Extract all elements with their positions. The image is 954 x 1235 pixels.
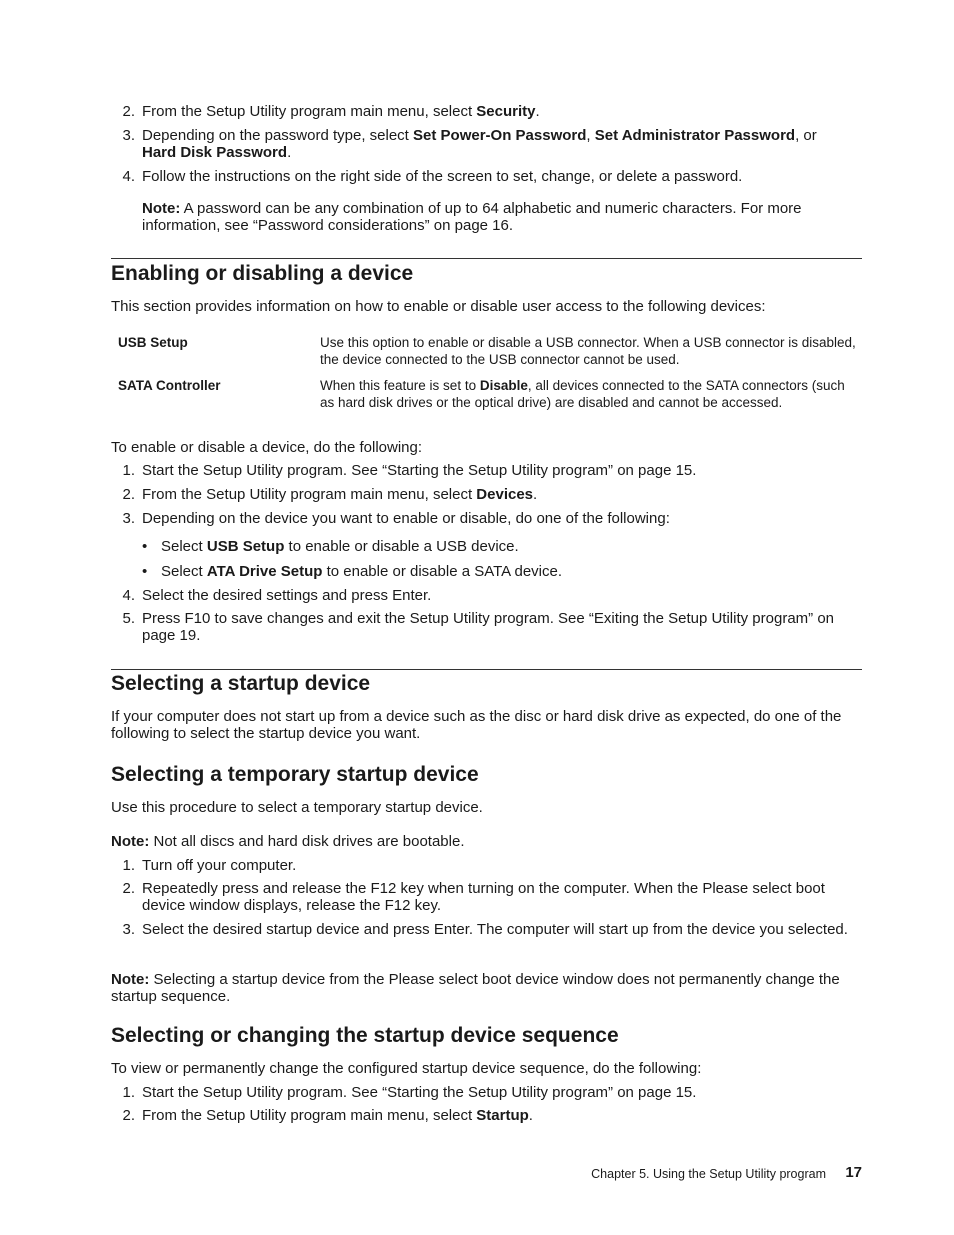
definition-table xyxy=(111,334,862,414)
table-term: USB Setup xyxy=(118,335,188,350)
list-text: Press F10 to save changes and exit the Setup Utility program. See “Exiting the Setup Utility program” on page 19. xyxy=(142,610,835,644)
list-number: 3. xyxy=(122,921,135,938)
list-number: 1. xyxy=(122,1084,135,1101)
section-divider xyxy=(111,258,862,259)
list-text: Turn off your computer. xyxy=(142,857,297,874)
text: From the Setup Utility program main menu, select xyxy=(142,103,477,120)
list-text: Depending on the device you want to enable or disable, do one of the following: xyxy=(142,510,670,527)
list-number: 2. xyxy=(122,1107,135,1124)
bold-term: Devices xyxy=(476,486,534,503)
list-number: 3. xyxy=(122,127,135,144)
list-number: 4. xyxy=(122,587,135,604)
text: Select xyxy=(161,563,207,580)
note-text: Not all discs and hard disk drives are bootable. xyxy=(149,833,465,850)
list-number: 4. xyxy=(122,168,135,185)
paragraph: To view or permanently change the configured startup device sequence, do the following: xyxy=(111,1060,702,1077)
note-text: A password can be any combination of up to 64 alphabetic and numeric characters. For more information, see “Password considerations” on page 16. xyxy=(142,200,802,234)
bold-term: USB Setup xyxy=(206,538,285,555)
section-divider xyxy=(111,669,862,670)
subsection-heading: Selecting a temporary startup device xyxy=(111,763,479,786)
table-description: Use this option to enable or disable a USB connector. When a USB connector is disabled, the device connected to the USB connector cannot be used. xyxy=(320,335,856,367)
paragraph: Use this procedure to select a temporary startup device. xyxy=(111,799,483,816)
list-number: 2. xyxy=(122,880,135,897)
text: . xyxy=(528,1107,533,1124)
list-text: Start the Setup Utility program. See “Starting the Setup Utility program” on page 15. xyxy=(142,462,697,479)
bold-term: Set Administrator Password xyxy=(594,127,796,144)
note-label: Note: xyxy=(111,833,150,850)
table-term: SATA Controller xyxy=(118,378,221,393)
note-label: Note: xyxy=(111,971,150,988)
note xyxy=(111,971,862,1005)
text: to enable or disable a USB device. xyxy=(284,538,519,555)
list-number: 3. xyxy=(122,510,135,527)
text: . xyxy=(287,144,292,161)
bold-term: ATA Drive Setup xyxy=(206,563,323,580)
paragraph: To enable or disable a device, do the following: xyxy=(111,439,423,456)
text: , xyxy=(586,127,595,144)
text: , or xyxy=(795,127,817,144)
list-text: Select the desired startup device and press Enter. The computer will start up from the device you selected. xyxy=(142,921,848,938)
bold-term: Disable xyxy=(479,378,528,393)
list-text: Follow the instructions on the right side of the screen to set, change, or delete a password. xyxy=(142,168,743,185)
table-description xyxy=(320,377,860,411)
text: . xyxy=(535,103,540,120)
note-text: Selecting a startup device from the Please select boot device window does not permanently change the startup sequence. xyxy=(111,971,840,1005)
bullet-icon: • xyxy=(142,563,148,580)
text: Select xyxy=(161,538,207,555)
note-label: Note: xyxy=(142,200,181,217)
bold-term: Security xyxy=(476,103,536,120)
page-number: 17 xyxy=(845,1164,862,1181)
text: From the Setup Utility program main menu, select xyxy=(142,1107,477,1124)
list-number: 5. xyxy=(122,610,135,627)
bullet-icon: • xyxy=(142,538,148,555)
list-number: 1. xyxy=(122,857,135,874)
note xyxy=(142,200,862,234)
bold-term: Hard Disk Password xyxy=(142,144,288,161)
text: When this feature is set to xyxy=(320,378,480,393)
bold-term: Startup xyxy=(476,1107,529,1124)
footer-chapter: Chapter 5. Using the Setup Utility program xyxy=(591,1167,826,1181)
text: From the Setup Utility program main menu, select xyxy=(142,486,477,503)
subsection-heading: Selecting or changing the startup device sequence xyxy=(111,1024,619,1047)
text: Depending on the password type, select xyxy=(142,127,414,144)
text: to enable or disable a SATA device. xyxy=(322,563,563,580)
note xyxy=(111,833,862,850)
list-text: Start the Setup Utility program. See “Starting the Setup Utility program” on page 15. xyxy=(142,1084,697,1101)
paragraph: If your computer does not start up from a device such as the disc or hard disk drive as expected, do one of the following to select the startup device you want. xyxy=(111,708,842,742)
list-text: Select the desired settings and press Enter. xyxy=(142,587,432,604)
paragraph: This section provides information on how to enable or disable user access to the following devices: xyxy=(111,298,766,315)
section-heading: Enabling or disabling a device xyxy=(111,262,414,285)
list-number: 2. xyxy=(122,103,135,120)
list-number: 1. xyxy=(122,462,135,479)
list-number: 2. xyxy=(122,486,135,503)
list-text: Repeatedly press and release the F12 key when turning on the computer. When the Please select boot device window displays, release the F12 key. xyxy=(142,880,825,914)
text: . xyxy=(533,486,538,503)
bold-term: Set Power-On Password xyxy=(413,127,587,144)
text: , all devices connected to the SATA connectors (such as hard disk drives or the optical drive) are disabled and cannot be accessed. xyxy=(320,378,845,410)
section-heading: Selecting a startup device xyxy=(111,672,371,695)
